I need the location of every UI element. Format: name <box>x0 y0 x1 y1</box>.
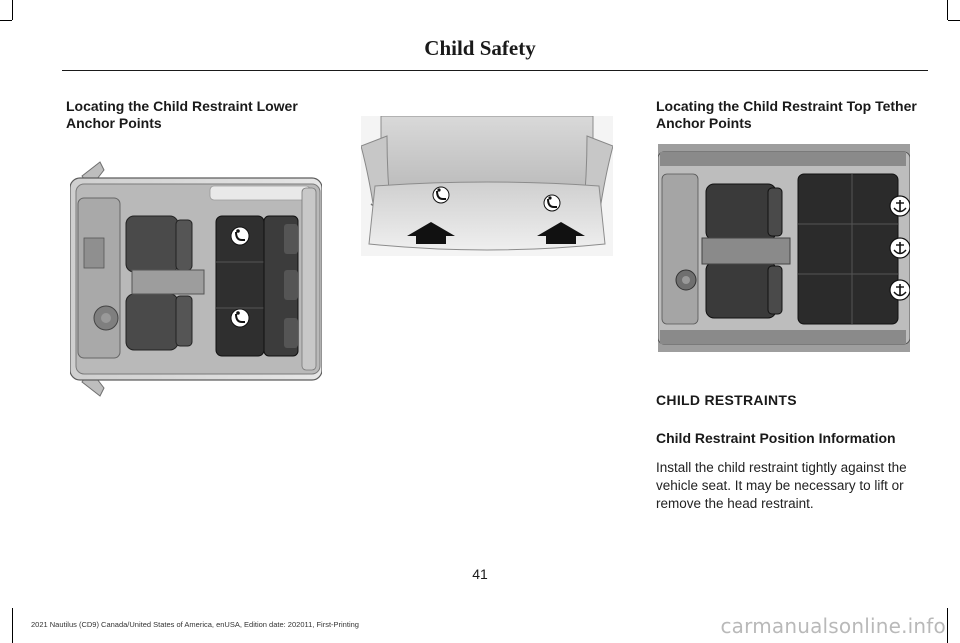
child-seat-lower-anchor-icon <box>433 187 449 203</box>
edition-footer: 2021 Nautilus (CD9) Canada/United States of America, enUSA, Edition date: 202011, First-Printing <box>31 620 359 629</box>
lower-anchor-heading-line: Anchor Points <box>66 115 162 131</box>
section-title: CHILD RESTRAINTS <box>656 392 797 408</box>
top-tether-vehicle-figure <box>658 144 910 352</box>
anchor-icon <box>890 238 910 258</box>
crop-mark <box>12 0 13 20</box>
crop-mark <box>948 20 960 21</box>
anchor-icon <box>890 196 910 216</box>
top-tether-heading-line: Locating the Child Restraint Top Tether <box>656 98 917 114</box>
top-tether-heading-line: Anchor Points <box>656 115 752 131</box>
page-number: 41 <box>472 566 488 582</box>
paragraph <box>656 459 907 513</box>
paragraph-line: Install the child restraint tightly against the <box>656 460 907 475</box>
lower-anchor-vehicle-figure <box>70 158 322 400</box>
anchor-icon <box>890 280 910 300</box>
header-divider <box>62 70 928 71</box>
subheading: Child Restraint Position Information <box>656 430 896 446</box>
page-title: Child Safety <box>424 36 536 60</box>
crop-mark <box>0 20 12 21</box>
paragraph-line: vehicle seat. It may be necessary to lift or <box>656 478 904 493</box>
crop-mark <box>947 608 948 643</box>
watermark[interactable]: carmanualsonline.info <box>720 614 946 638</box>
child-seat-lower-anchor-icon <box>231 309 249 327</box>
paragraph-line: remove the head restraint. <box>656 496 814 511</box>
crop-mark <box>12 608 13 643</box>
child-seat-lower-anchor-icon <box>544 195 560 211</box>
lower-anchor-heading <box>66 98 298 132</box>
crop-mark <box>947 0 948 20</box>
lower-anchor-heading-line: Locating the Child Restraint Lower <box>66 98 298 114</box>
child-seat-lower-anchor-icon <box>231 227 249 245</box>
seat-lower-anchor-closeup-figure <box>361 116 613 256</box>
top-tether-heading <box>656 98 917 132</box>
